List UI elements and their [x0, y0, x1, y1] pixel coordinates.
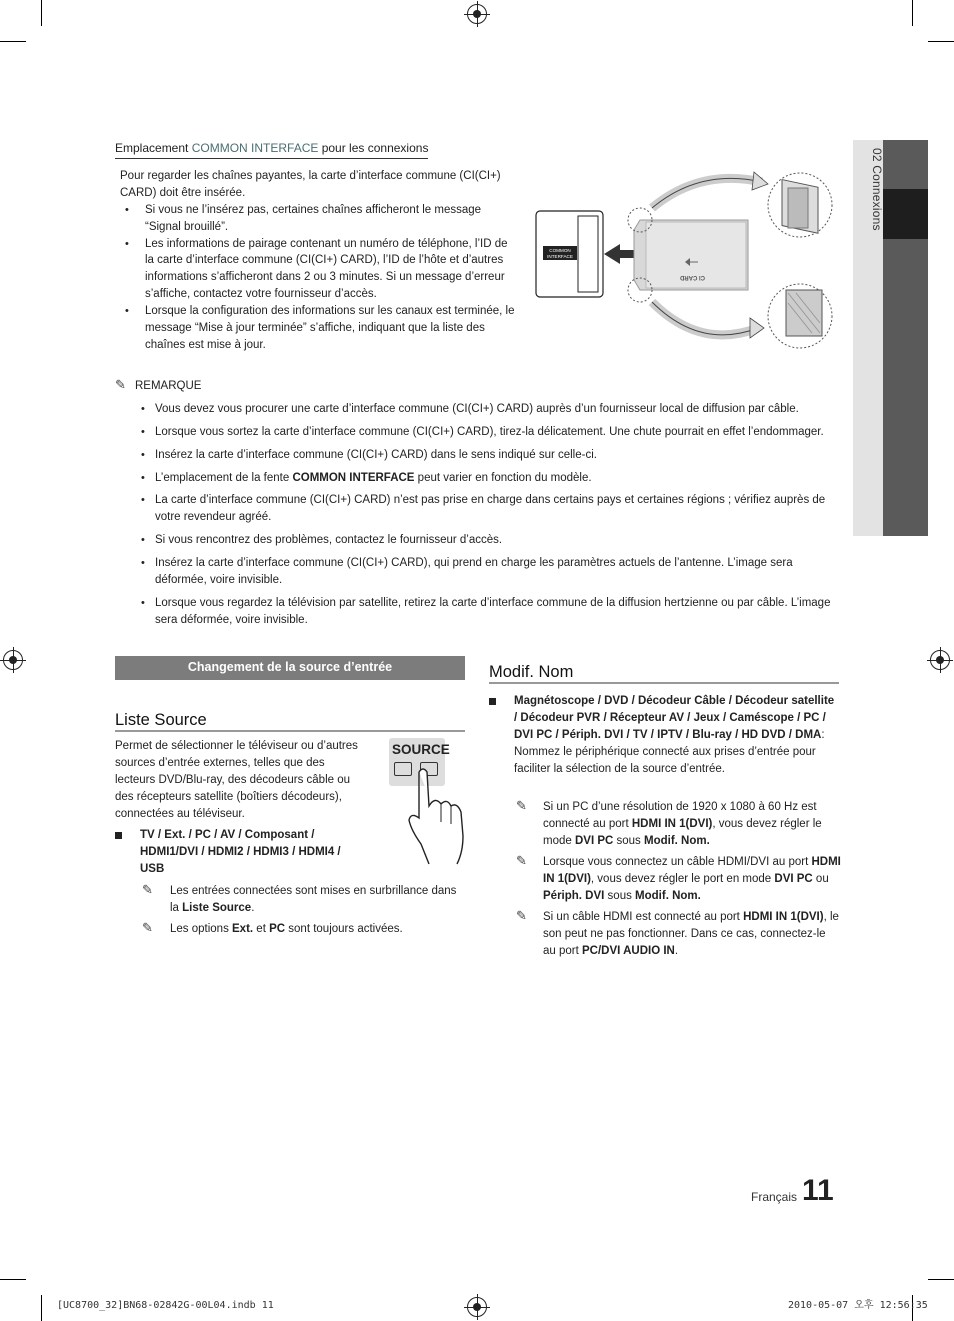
- modif-nom-note-3: ✎ Si un câble HDMI est connecté au port HDMI IN 1(DVI), le son peut ne pas fonctionner. Dans ce cas, connectez-le au port PC/DVI AUDIO IN.: [516, 908, 839, 957]
- square-bullet-icon: [115, 832, 122, 839]
- crop-mark: [912, 0, 913, 26]
- footer-timestamp: 2010-05-07 오후 12:56:35: [788, 1300, 928, 1311]
- page-number: 11: [802, 1174, 834, 1207]
- registration-mark-icon: [930, 650, 950, 670]
- remarque-block: [115, 378, 840, 635]
- modif-nom-note-1: ✎ Si un PC d’une résolution de 1920 x 1080 à 60 Hz est connecté au port HDMI IN 1(DVI), vous devez régler le mode DVI PC sous Modif. Nom.: [516, 798, 822, 847]
- list-item: • La carte d’interface commune (CI(CI+) CARD) n’est pas prise en charge dans certains pays et certaines régions ; vérifiez auprès de votre revendeur agréé.: [115, 492, 840, 526]
- intro-block: [120, 168, 515, 354]
- crop-mark: [0, 41, 26, 42]
- source-list-item: TV / Ext. / PC / AV / Composant / HDMI1/DVI / HDMI2 / HDMI3 / HDMI4 / USB: [115, 827, 355, 878]
- liste-source-paragraph: Permet de sélectionner le téléviseur ou d’autres sources d’entrée externes, telles que des lecteurs DVD/Blu-ray, des décodeurs câble ou des récepteurs satellite (boîtiers décodeurs), connectées au téléviseur.: [115, 740, 358, 820]
- crop-mark: [928, 41, 954, 42]
- crop-mark: [0, 1279, 26, 1280]
- list-item: • Lorsque vous sortez la carte d’interface commune (CI(CI+) CARD), tirez-la délicatement. Une chute pourrait en effet l’endommager.: [115, 424, 840, 441]
- modif-nom-note-2: ✎ Lorsque vous connectez un câble HDMI/DVI au port HDMI IN 1(DVI), vous devez régler le port en mode DVI PC ou Périph. DVI sous Modif. Nom.: [516, 853, 841, 902]
- crop-mark: [41, 0, 42, 26]
- slot-label-line2: INTERFACE: [547, 254, 573, 259]
- side-tab-marker: [883, 189, 928, 239]
- registration-mark-icon: [467, 4, 487, 24]
- list-item: • Les informations de pairage contenant un numéro de téléphone, l’ID de la carte d’interface commune (CI(CI+) CARD), l’ID de l’hôte et d’autres informations s’afficheront dans 2 ou 3 minutes. Si un message d’erreur s’affiche, contactez votre fournisseur d’accès.: [116, 236, 515, 304]
- note-pencil-icon: ✎: [142, 882, 153, 897]
- remarque-title: REMARQUE: [135, 380, 202, 392]
- modif-nom-heading: Modif. Nom: [489, 663, 574, 681]
- ci-card-label: CI CARD: [680, 274, 705, 280]
- heading-rule: [115, 730, 465, 732]
- source-button-label: SOURCE: [392, 742, 450, 757]
- note-pencil-icon: ✎: [516, 853, 527, 868]
- note-pencil-icon: ✎: [516, 798, 527, 813]
- list-item: • Insérez la carte d’interface commune (CI(CI+) CARD) dans le sens indiqué sur celle-ci.: [115, 447, 840, 464]
- crop-mark: [928, 1279, 954, 1280]
- note-pencil-icon: ✎: [142, 920, 153, 935]
- source-note-2: ✎ Les options Ext. et PC sont toujours activées.: [142, 920, 403, 935]
- list-item: • Si vous rencontrez des problèmes, contactez le fournisseur d’accès.: [115, 532, 840, 549]
- hand-pointer-icon: [405, 766, 467, 866]
- note-pencil-icon: ✎: [516, 908, 527, 923]
- list-item: • Lorsque la configuration des informations sur les canaux est terminée, le message “Mise à jour terminée” s’affiche, indiquant que la liste des chaînes est mise à jour.: [116, 303, 515, 354]
- list-item: • Si vous ne l’insérez pas, certaines chaînes afficheront le message “Signal brouillé”.: [116, 202, 515, 236]
- list-item: • Insérez la carte d’interface commune (CI(CI+) CARD), qui prend en charge les paramètres actuels de l’antenne. L’image sera déformée, voire invisible.: [115, 555, 840, 589]
- registration-mark-icon: [467, 1297, 487, 1317]
- footer-file-info: [UC8700_32]BN68-02842G-00L04.indb 11: [57, 1300, 274, 1311]
- section-bar: Changement de la source d’entrée: [115, 656, 465, 680]
- source-note-1: ✎ Les entrées connectées sont mises en surbrillance dans la Liste Source.: [142, 882, 457, 914]
- list-item: • Vous devez vous procurer une carte d’interface commune (CI(CI+) CARD) auprès d’un fournisseur local de diffusion par câble.: [115, 401, 840, 418]
- source-button-illustration: [387, 736, 467, 866]
- liste-source-heading: Liste Source: [115, 711, 207, 729]
- list-item: • L’emplacement de la fente COMMON INTERFACE peut varier en fonction du modèle.: [115, 470, 840, 487]
- registration-mark-icon: [3, 650, 23, 670]
- note-pencil-icon: ✎: [115, 377, 126, 392]
- modif-nom-item: Magnétoscope / DVD / Décodeur Câble / Décodeur satellite / Décodeur PVR / Récepteur AV / Jeux / Caméscope / PC / DVI PC / Périph. DVI / TV / IPTV / Blu-ray / HD DVD / DMA: Nommez le périphérique connecté aux prises d’entrée pour faciliter la sélection de la source d’entrée.: [489, 693, 839, 777]
- intro-paragraph: Pour regarder les chaînes payantes, la carte d’interface commune (CI(CI+) CARD) doit être insérée.: [120, 170, 501, 199]
- ci-card-illustration: [530, 168, 840, 350]
- side-tab-label: 02 Connexions: [870, 148, 884, 231]
- crop-mark: [41, 1295, 42, 1321]
- section-title: Emplacement COMMON INTERFACE pour les connexions: [115, 140, 428, 159]
- slot-label-line1: COMMON: [549, 248, 571, 253]
- square-bullet-icon: [489, 698, 496, 705]
- list-item: • Lorsque vous regardez la télévision par satellite, retirez la carte d’interface commune de la diffusion hertzienne ou par câble. L’image sera déformée, voire invisible.: [115, 595, 840, 629]
- footer-language: Français: [751, 1190, 798, 1204]
- heading-rule: [489, 682, 839, 684]
